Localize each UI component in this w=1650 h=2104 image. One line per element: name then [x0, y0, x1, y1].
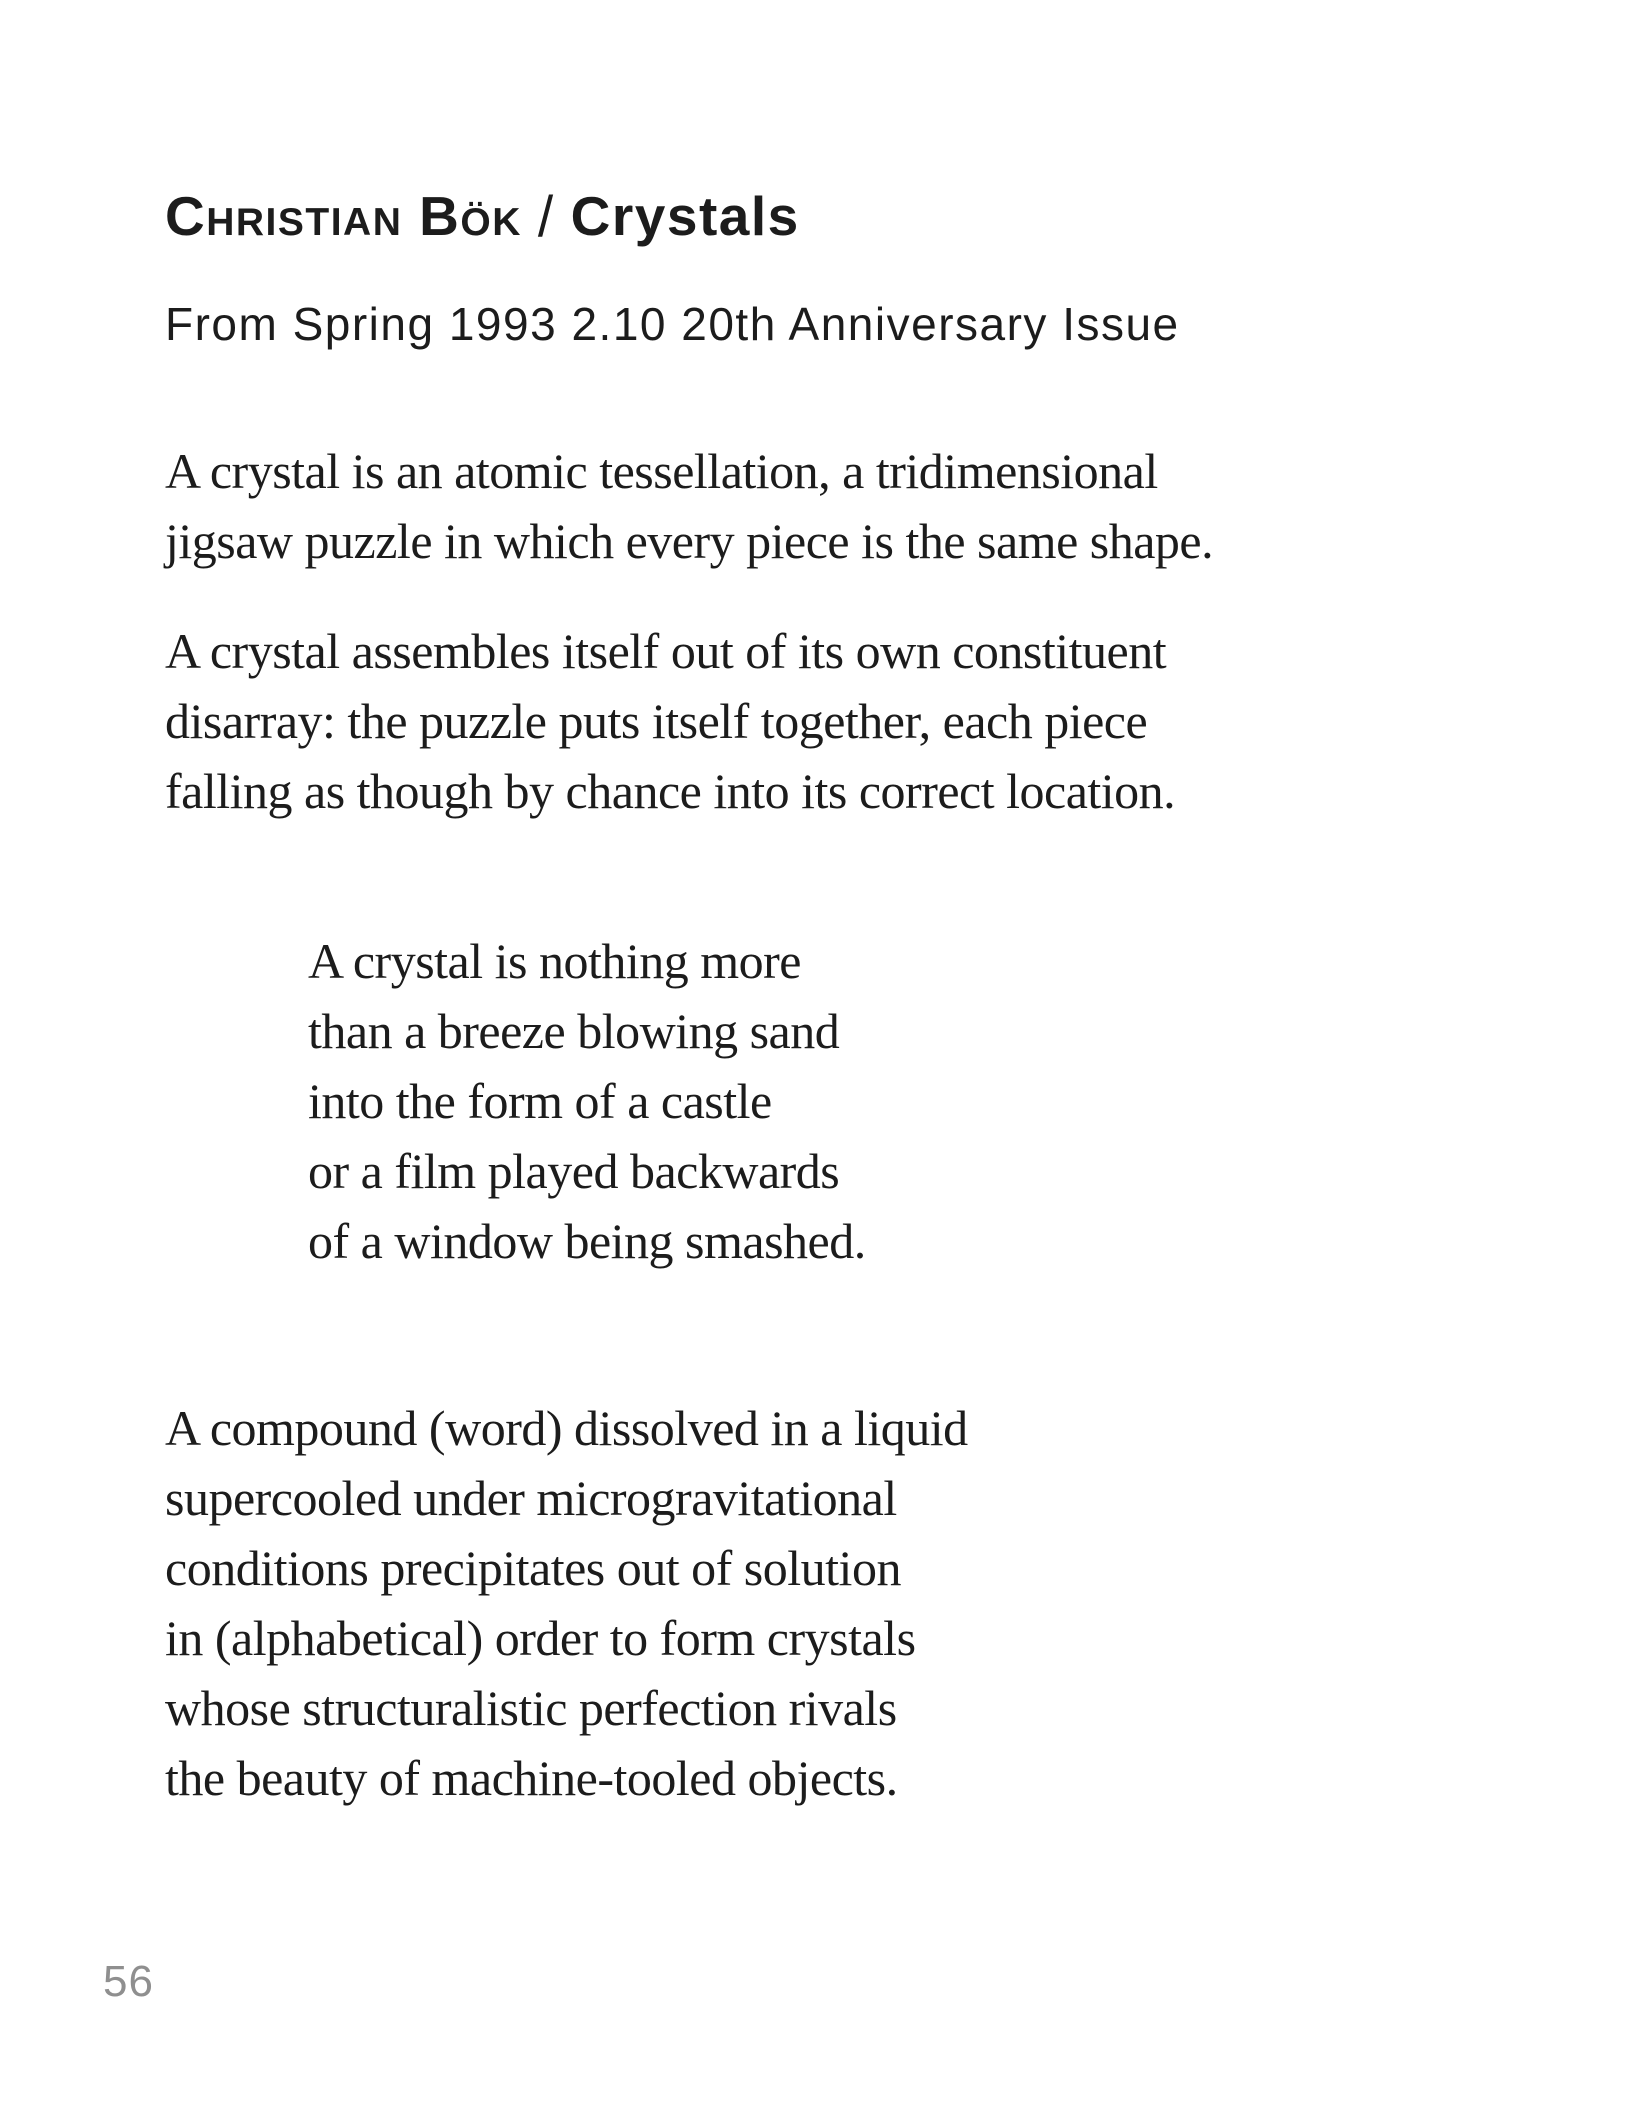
poem-line: falling as though by chance into its correct location.: [165, 763, 1176, 819]
poem-line: whose structuralistic perfection rivals: [165, 1680, 897, 1736]
poem-line: A crystal assembles itself out of its own constituent: [165, 623, 1167, 679]
title-separator: /: [537, 183, 555, 249]
poem-line: disarray: the puzzle puts itself together, each piece: [165, 693, 1148, 749]
poem-line: conditions precipitates out of solution: [165, 1540, 901, 1596]
poem-stanza-1: [165, 436, 1213, 576]
poem-stanza-3-indented: [308, 926, 866, 1276]
page-number: 56: [103, 1957, 154, 2006]
poem-line: supercooled under microgravitational: [165, 1470, 897, 1526]
poem-line: into the form of a castle: [308, 1073, 772, 1129]
poem-line: A compound (word) dissolved in a liquid: [165, 1400, 968, 1456]
poem-stanza-2: [165, 616, 1175, 826]
page-title: [165, 183, 800, 249]
poem-line: A crystal is an atomic tessellation, a tridimensional: [165, 443, 1158, 499]
poem-line: A crystal is nothing more: [308, 933, 801, 989]
poem-line: of a window being smashed.: [308, 1213, 866, 1269]
issue-subtitle: From Spring 1993 2.10 20th Anniversary Issue: [165, 298, 1180, 350]
poem-stanza-4: [165, 1393, 968, 1813]
poem-line: jigsaw puzzle in which every piece is the same shape.: [165, 513, 1214, 569]
poem-line: in (alphabetical) order to form crystals: [165, 1610, 916, 1666]
poem-line: or a film played backwards: [308, 1143, 840, 1199]
author-name: Christian Bök: [165, 185, 522, 247]
work-title: Crystals: [570, 185, 800, 247]
poem-line: the beauty of machine-tooled objects.: [165, 1750, 898, 1806]
poem-line: than a breeze blowing sand: [308, 1003, 840, 1059]
